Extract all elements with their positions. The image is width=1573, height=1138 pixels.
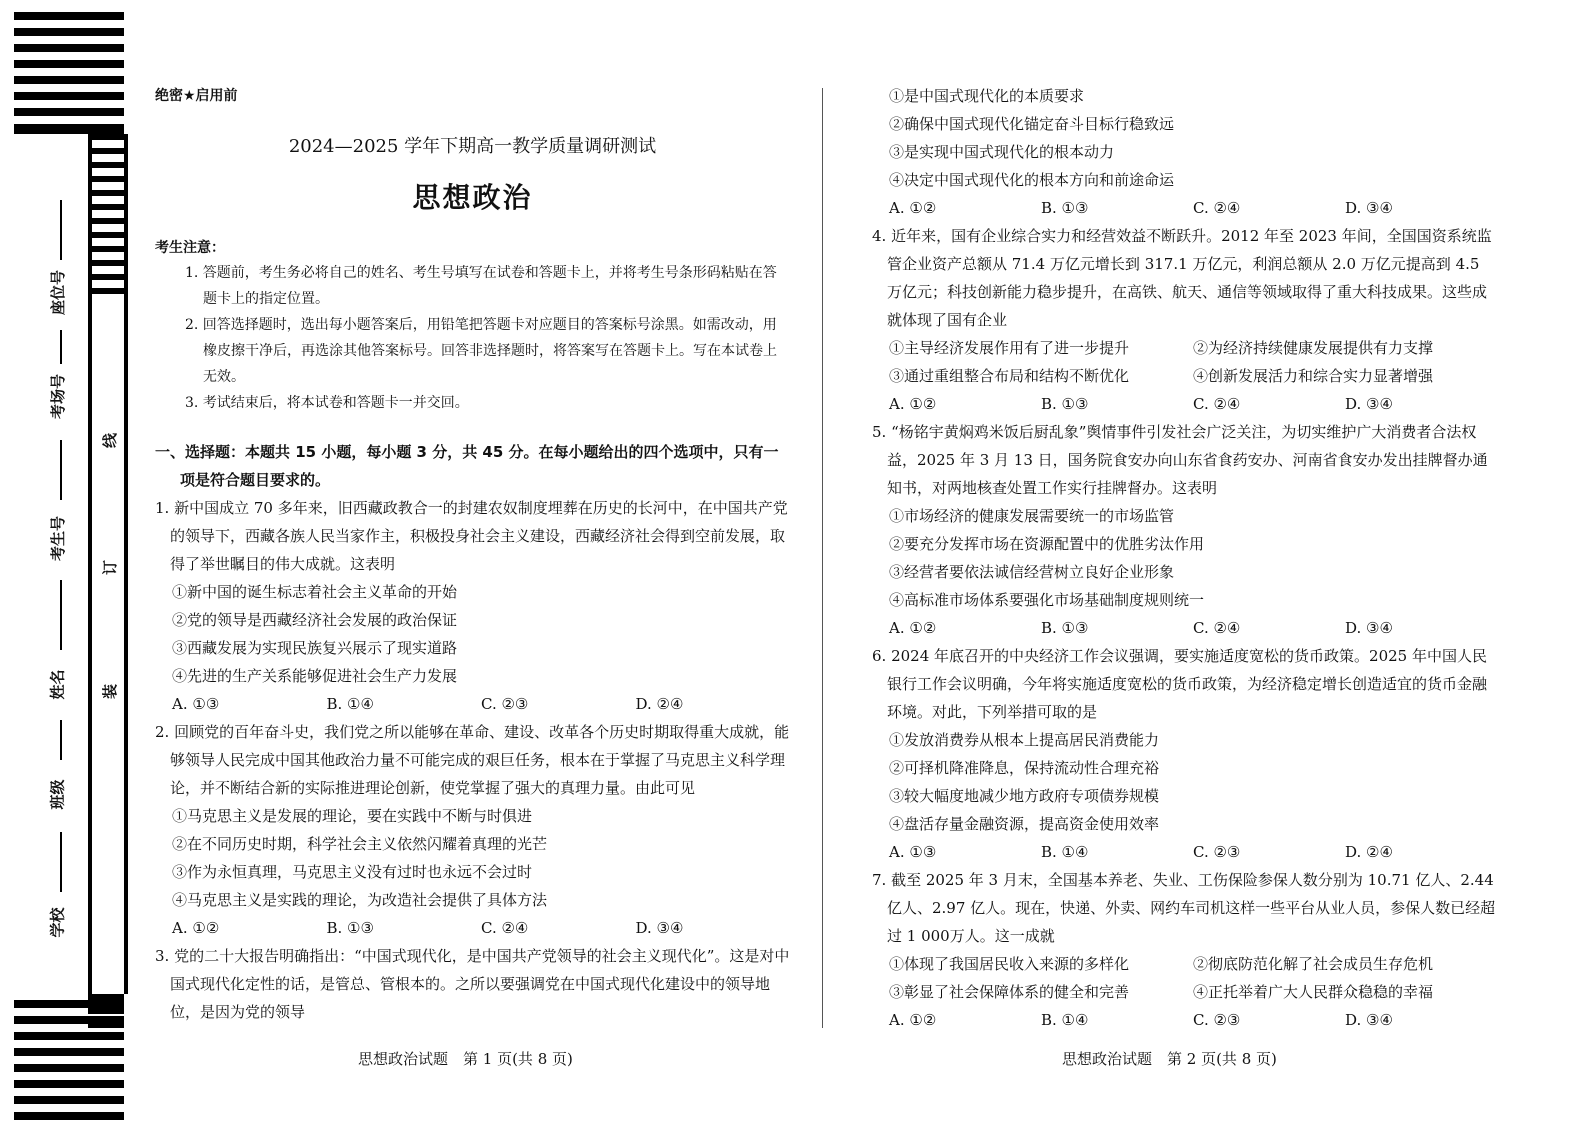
statement: ②确保中国式现代化锚定奋斗目标行稳致远 [889,115,1175,133]
statement: ③彰显了社会保障体系的健全和完善 [889,983,1130,1001]
statement: ④创新发展活力和综合实力显著增强 [1193,367,1434,385]
statement-row [872,950,1497,978]
field-seat: 座位号 [48,269,67,315]
page-1-column [155,80,790,1026]
statement: ④先进的生产关系能够促进社会生产力发展 [172,667,458,685]
field-line [60,200,62,260]
choice-a: A. ①② [889,199,937,217]
statement: ①发放消费券从根本上提高居民消费能力 [889,731,1160,749]
question-5 [872,418,1497,642]
section-heading: 一、选择题：本题共 15 小题，每小题 3 分，共 45 分。在每小题给出的四个选项中，只有一项是符合题目要求的。 [155,443,779,489]
statement: ③是实现中国式现代化的根本动力 [889,143,1115,161]
statement: ②党的领导是西藏经济社会发展的政治保证 [172,611,458,629]
question-stem: 1. 新中国成立 70 多年来，旧西藏政教合一的封建农奴制度埋葬在历史的长河中，在中国共产党的领导下，西藏各族人民当家作主，积极投身社会主义建设，西藏经济社会得到空前发展，取得了举世瞩目的伟大成就。这表明 [155,499,788,573]
statement: ①市场经济的健康发展需要统一的市场监管 [889,507,1175,525]
statement: ②为经济持续健康发展提供有力支撑 [1193,339,1434,357]
confidential-mark: 绝密★启用前 [155,88,238,104]
answer-choices [872,838,1497,866]
choice-c: C. ②③ [1193,843,1241,861]
statement: ④决定中国式现代化的根本方向和前途命运 [889,171,1175,189]
question-7 [872,866,1497,1034]
margin-stripe [14,1064,124,1072]
statement: ③作为永恒真理，马克思主义没有过时也永远不会过时 [172,863,533,881]
statement-row [872,978,1497,1006]
question-stem: 2. 回顾党的百年奋斗史，我们党之所以能够在革命、建设、改革各个历史时期取得重大成就，能够领导人民完成中国其他政治力量不可能完成的艰巨任务，根本在于掌握了马克思主义科学理论，并不断结合新的实际推进理论创新，使党掌握了强大的真理力量。由此可见 [155,723,790,797]
field-line [60,330,62,364]
statement: ②彻底防范化解了社会成员生存危机 [1193,955,1434,973]
choice-d: D. ③④ [635,919,684,937]
answer-choices [872,1006,1497,1034]
cut-mark-bind: 装 [101,683,120,699]
question-2 [155,718,790,942]
statement: ④正托举着广大人民群众稳稳的幸福 [1193,983,1434,1001]
margin-stripe [14,1032,124,1040]
choice-d: D. ③④ [1345,395,1393,413]
statement: ③经营者要依法诚信经营树立良好企业形象 [889,563,1175,581]
field-name: 姓名 [48,668,67,700]
question-stem: 7. 截至 2025 年 3 月末，全国基本养老、失业、工伤保险参保人数分别为 10.71 亿人、2.44 亿人、2.97 亿人。现在，快递、外卖、网约车司机这样一些平台从业人员，参保人数已经超过 1 000万人。这一成就 [872,871,1496,945]
choice-a: A. ①② [889,619,937,637]
margin-stripe [14,12,124,20]
statement: ④盘活存量金融资源，提高资金使用效率 [889,815,1160,833]
margin-frame-line [88,134,92,294]
choice-b: B. ①③ [1041,619,1089,637]
exam-title: 2024—2025 学年下期高一教学质量调研测试 [288,136,657,157]
question-3-options [872,82,1497,222]
question-stem: 6. 2024 年底召开的中央经济工作会议强调，要实施适度宽松的货币政策。2025 年中国人民银行工作会议明确，今年将实施适度宽松的货币政策，为经济稳定增长创造适宜的货币金融环境。对此，下列举措可取的是 [872,647,1488,721]
answer-choices [872,614,1497,642]
answer-choices [155,690,790,718]
margin-ladder [88,134,124,294]
question-3-stem-block [155,942,790,1026]
choice-d: D. ②④ [1345,843,1393,861]
choice-b: B. ①④ [1041,843,1089,861]
notice-item: 1. 答题前，考生务必将自己的姓名、考生号填写在试卷和答题卡上，并将考生号条形码粘贴在答题卡上的指定位置。 [185,265,777,307]
field-exam-room: 考场号 [48,373,67,419]
choice-c: C. ②③ [481,695,529,713]
statement: ①马克思主义是发展的理论，要在实践中不断与时俱进 [172,807,533,825]
statement: ①是中国式现代化的本质要求 [889,87,1085,105]
margin-stripe [14,1016,124,1024]
margin-stripe [14,76,124,84]
question-1 [155,494,790,718]
question-stem: 3. 党的二十大报告明确指出：“中国式现代化，是中国共产党领导的社会主义现代化”。这是对中国式现代化定性的话，是管总、管根本的。之所以要强调党在中国式现代化建设中的领导地位，是因为党的领导 [155,947,790,1021]
statement: ④高标准市场体系要强化市场基础制度规则统一 [889,591,1205,609]
page-2-column [872,82,1497,1034]
field-student-id: 考生号 [48,515,67,561]
notice-item: 2. 回答选择题时，选出每小题答案后，用铅笔把答题卡对应题目的答案标号涂黑。如需改动，用橡皮擦干净后，再选涂其他答案标号。回答非选择题时，将答案写在答题卡上。写在本试卷上无效。 [185,317,777,385]
statement: ④马克思主义是实践的理论，为改造社会提供了具体方法 [172,891,548,909]
choice-c: C. ②③ [1193,1011,1241,1029]
choice-d: D. ③④ [1345,619,1393,637]
field-line [60,440,62,500]
cut-mark-line: 线 [101,432,120,448]
question-stem: 5. “杨铭宇黄焖鸡米饭后厨乱象”舆情事件引发社会广泛关注，为切实维护广大消费者合法权益，2025 年 3 月 13 日，国务院食安办向山东省食药安办、河南省食安办发出挂牌督办通知书，对两地核查处置工作实行挂牌督办。这表明 [872,423,1488,497]
statement-row [872,362,1497,390]
margin-stripe [14,124,124,134]
choice-a: A. ①② [172,919,220,937]
choice-c: C. ②④ [1193,619,1241,637]
choice-a: A. ①③ [172,695,220,713]
choice-a: A. ①③ [889,843,937,861]
margin-stripe [14,60,124,68]
choice-b: B. ①④ [1041,1011,1089,1029]
choice-d: D. ③④ [1345,199,1393,217]
margin-frame-line [124,134,128,294]
field-line [60,720,62,760]
field-school: 学校 [48,906,67,938]
choice-d: D. ②④ [635,695,684,713]
choice-c: C. ②④ [1193,199,1241,217]
statement: ③西藏发展为实现民族复兴展示了现实道路 [172,639,458,657]
field-line [60,580,62,650]
margin-stripe [14,44,124,52]
choice-b: B. ①④ [326,695,374,713]
choice-c: C. ②④ [481,919,529,937]
statement: ①新中国的诞生标志着社会主义革命的开始 [172,583,458,601]
question-6 [872,642,1497,866]
statement: ①体现了我国居民收入来源的多样化 [889,955,1130,973]
margin-stripe [14,108,124,116]
page-footer-left: 思想政治试题 第 1 页(共 8 页) [358,1050,573,1068]
question-4 [872,222,1497,418]
answer-choices [872,390,1497,418]
margin-stripe [14,1080,124,1088]
margin-stripe [14,1096,124,1104]
choice-a: A. ①② [889,395,937,413]
margin-stripe [14,28,124,36]
choice-b: B. ①③ [1041,395,1089,413]
field-class: 班级 [48,778,67,810]
question-stem: 4. 近年来，国有企业综合实力和经营效益不断跃升。2012 年至 2023 年间，全国国资系统监管企业资产总额从 71.4 万亿元增长到 317.1 万亿元，利润总额从 2.0 万亿元提高到 4.5 万亿元；科技创新能力稳步提升，在高铁、航天、通信等领域取得了重大科技成果。这些成就体现了国有企业 [872,227,1492,329]
choice-b: B. ①③ [326,919,374,937]
statement: ②可择机降准降息，保持流动性合理充裕 [889,759,1160,777]
choice-b: B. ①③ [1041,199,1089,217]
choice-a: A. ①② [889,1011,937,1029]
field-line [60,832,62,892]
answer-choices [872,194,1497,222]
statement-row [872,334,1497,362]
margin-frame-line [88,294,92,994]
statement: ③较大幅度地减少地方政府专项债券规模 [889,787,1160,805]
statement: ②要充分发挥市场在资源配置中的优胜劣汰作用 [889,535,1205,553]
margin-stripe [14,1000,124,1008]
margin-stripe [14,1048,124,1056]
notice-title: 考生注意： [155,240,225,256]
margin-stripe [14,92,124,100]
column-divider [822,88,823,1028]
choice-c: C. ②④ [1193,395,1241,413]
statement: ②在不同历史时期，科学社会主义依然闪耀着真理的光芒 [172,835,548,853]
statement: ③通过重组整合布局和结构不断优化 [889,367,1130,385]
subject-title: 思想政治 [412,181,533,214]
notice-item: 3. 考试结束后，将本试卷和答题卡一并交回。 [185,395,469,411]
page-footer-right: 思想政治试题 第 2 页(共 8 页) [1062,1050,1277,1068]
choice-d: D. ③④ [1345,1011,1393,1029]
answer-choices [155,914,790,942]
margin-stripe [14,1112,124,1120]
margin-frame-line [124,294,128,994]
cut-mark-staple: 订 [101,559,120,575]
statement: ①主导经济发展作用有了进一步提升 [889,339,1130,357]
